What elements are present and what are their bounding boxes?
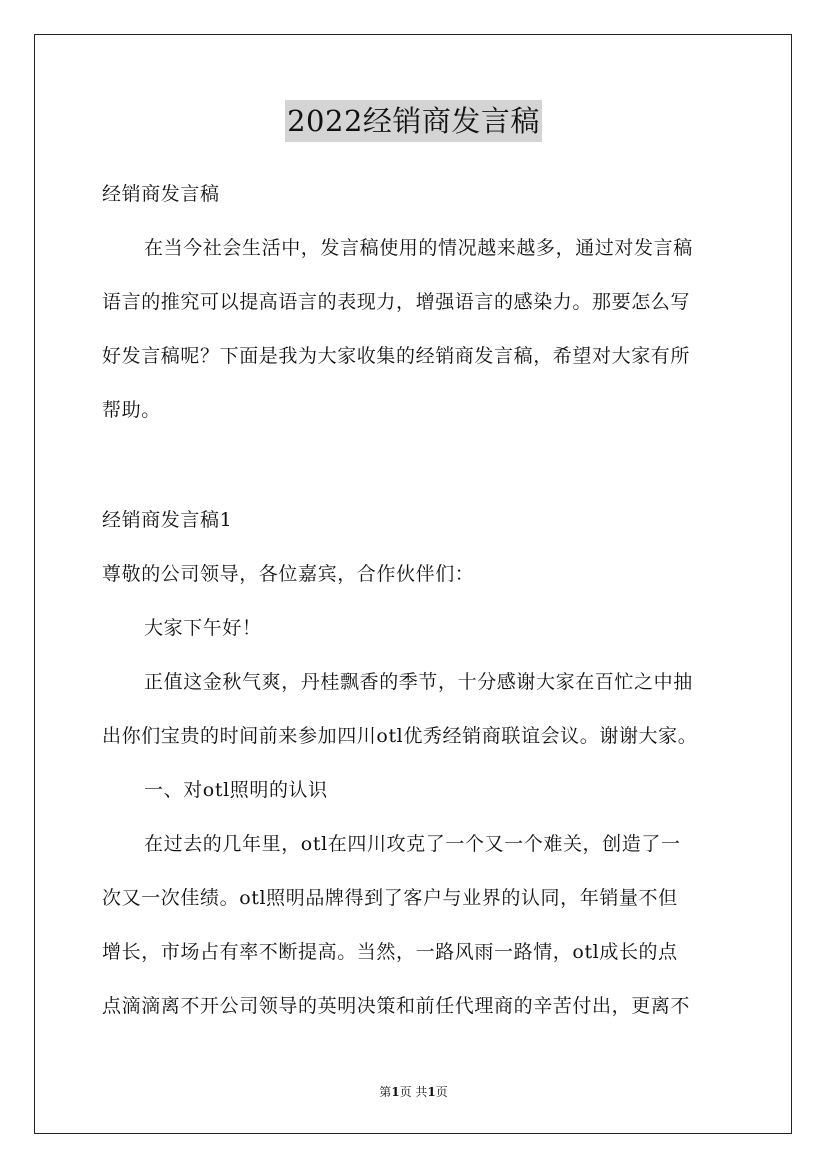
paragraph-line: 次又一次佳绩。otl照明品牌得到了客户与业界的认同，年销量不但 bbox=[102, 887, 678, 909]
document-subtitle: 经销商发言稿 bbox=[102, 183, 220, 205]
intro-line: 好发言稿呢？下面是我为大家收集的经销商发言稿，希望对大家有所 bbox=[102, 345, 691, 367]
paragraph-line: 正值这金秋气爽，丹桂飘香的季节，十分感谢大家在百忙之中抽 bbox=[144, 671, 693, 693]
intro-line: 在当今社会生活中，发言稿使用的情况越来越多，通过对发言稿 bbox=[144, 237, 693, 259]
paragraph-line: 点滴滴离不开公司领导的英明决策和前任代理商的辛苦付出，更离不 bbox=[102, 995, 691, 1017]
greeting: 大家下午好！ bbox=[144, 617, 262, 639]
footer-prefix: 第 bbox=[379, 1085, 392, 1099]
subheading: 一、对otl照明的认识 bbox=[144, 779, 328, 801]
title-wrap bbox=[0, 100, 827, 142]
footer-page-total: 1 bbox=[427, 1085, 436, 1099]
footer-page-current: 1 bbox=[391, 1085, 400, 1099]
document-title: 2022经销商发言稿 bbox=[285, 100, 542, 142]
footer-mid: 页 共 bbox=[399, 1085, 428, 1099]
paragraph-line: 在过去的几年里，otl在四川攻克了一个又一个难关，创造了一 bbox=[144, 833, 681, 855]
footer-suffix: 页 bbox=[435, 1085, 448, 1099]
section-heading: 经销商发言稿1 bbox=[102, 509, 233, 531]
salutation: 尊敬的公司领导，各位嘉宾，合作伙伴们： bbox=[102, 563, 475, 585]
intro-line: 帮助。 bbox=[102, 399, 161, 421]
intro-line: 语言的推究可以提高语言的表现力，增强语言的感染力。那要怎么写 bbox=[102, 291, 691, 313]
paragraph-line: 出你们宝贵的时间前来参加四川otl优秀经销商联谊会议。谢谢大家。 bbox=[102, 725, 698, 747]
paragraph-line: 增长，市场占有率不断提高。当然，一路风雨一路情，otl成长的点 bbox=[102, 941, 678, 963]
page-footer bbox=[0, 1083, 827, 1101]
